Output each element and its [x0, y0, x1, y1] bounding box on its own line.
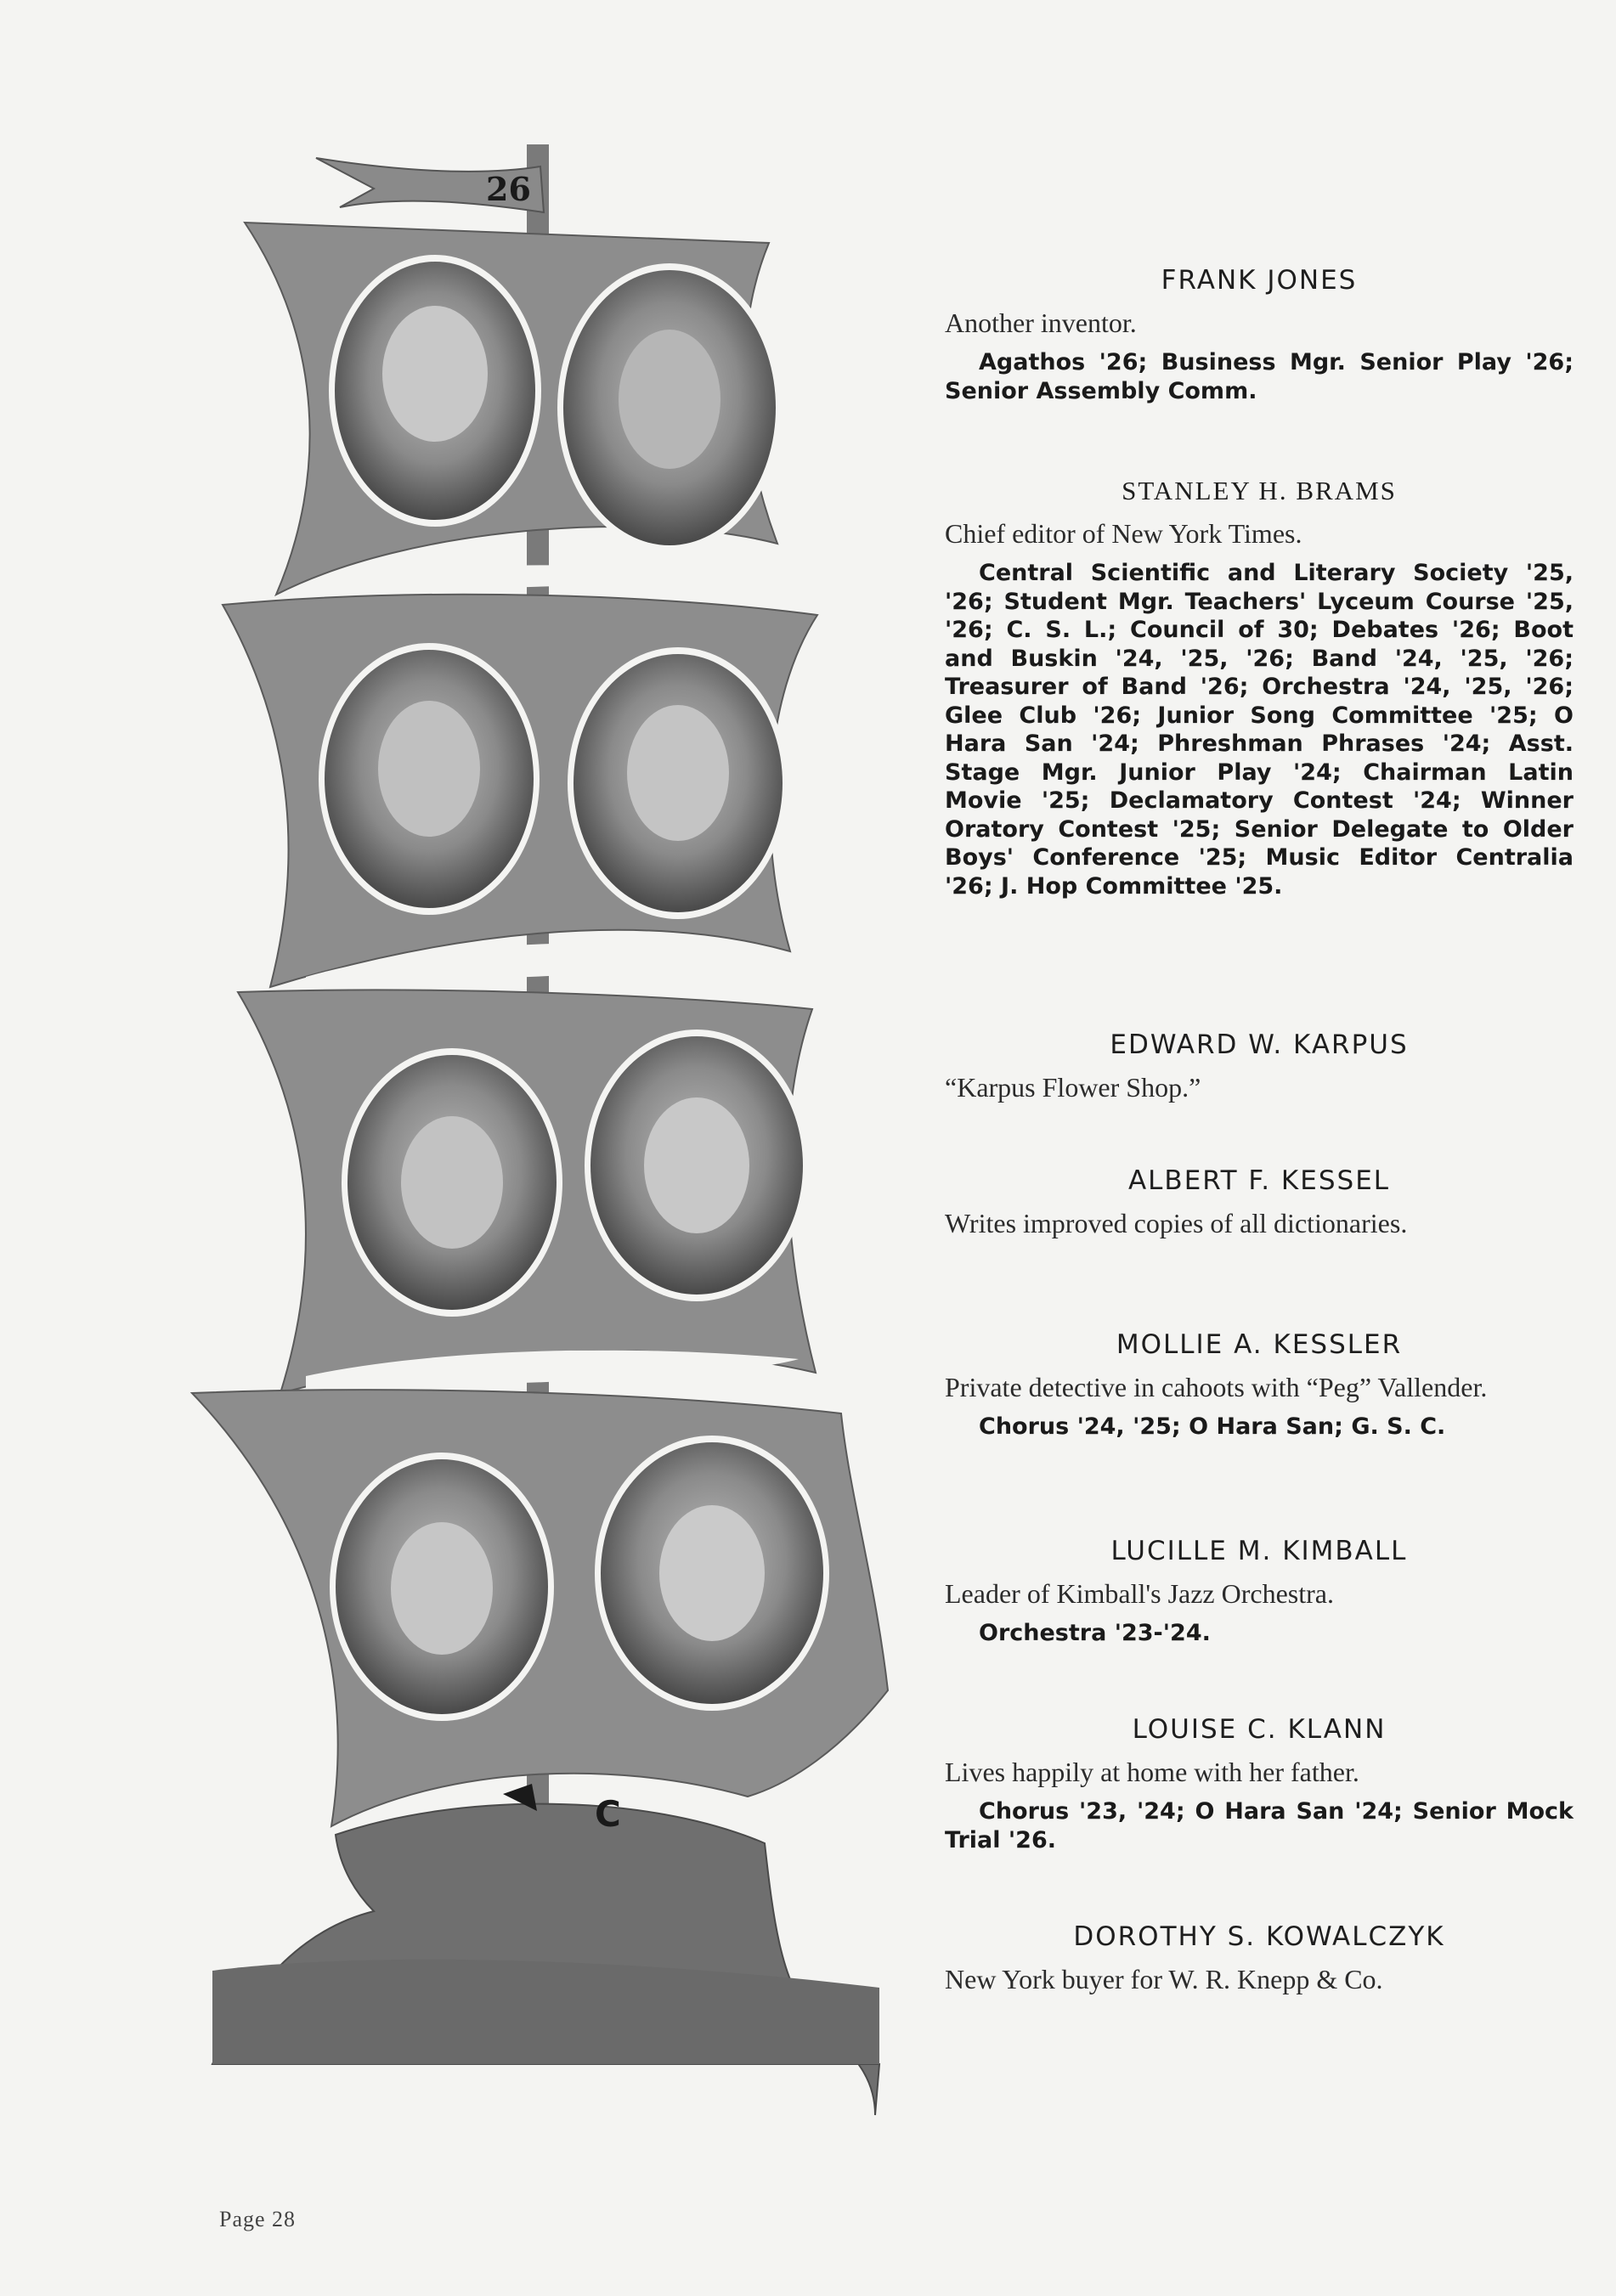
entry-remark: Lives happily at home with her father. — [945, 1757, 1359, 1787]
hull-letter: C — [595, 1793, 621, 1835]
ship-hull — [212, 1804, 879, 2115]
entry-dorothy-kowalczyk — [945, 1921, 1574, 1994]
portrait-edward-karpus — [319, 643, 540, 915]
entry-remark: Another inventor. — [945, 307, 1137, 338]
portrait-lucille-kimball — [585, 1030, 809, 1301]
entry-remark: Private detective in cahoots with “Peg” Vallender. — [945, 1372, 1488, 1402]
portrait-stanley-brams — [557, 263, 782, 552]
portrait-albert-kessel — [568, 647, 788, 919]
portrait-mollie-kessler — [342, 1048, 562, 1317]
entry-remark: Writes improved copies of all dictionaries. — [945, 1208, 1408, 1238]
entry-name: LOUISE C. KLANN — [1132, 1714, 1387, 1745]
entry-activities: Central Scientific and Literary Society '25, '26; Student Mgr. Teachers' Lyceum Course '25, '26; C. S. L.; Council of 30; Debates '26; Boot and Buskin '24, '25, '26; Band '24, '25, '26; Treasurer of Band '26; Orchestra '24, '25, '26; Glee Club '26; Junior Song Committee '25; O Hara San '24; Phreshman Phrases '24; Asst. Stage Mgr. Junior Play '24; Chairman Latin Movie '25; Declamatory Contest '24; Winner Oratory Contest '25; Senior Delegate to Older Boys' Conference '25; Music Editor Centralia '26; J. Hop Committee '25. — [945, 560, 1574, 900]
entry-remark: Leader of Kimball's Jazz Orchestra. — [945, 1578, 1334, 1609]
entry-name: LUCILLE M. KIMBALL — [1110, 1536, 1408, 1566]
pennant-number: 26 — [486, 170, 531, 208]
entry-louise-klann — [945, 1714, 1574, 1854]
entry-albert-kessel — [945, 1165, 1574, 1238]
portrait-frank-jones — [329, 255, 541, 527]
entry-activities: Chorus '23, '24; O Hara San '24; Senior Mock Trial '26. — [945, 1798, 1574, 1853]
entry-stanley-brams — [945, 476, 1574, 900]
entry-name: ALBERT F. KESSEL — [1127, 1165, 1391, 1196]
entry-activities: Chorus '24, '25; O Hara San; G. S. C. — [979, 1413, 1446, 1440]
entry-activities: Orchestra '23-'24. — [979, 1620, 1211, 1646]
senior-entries — [945, 0, 1574, 2296]
entry-remark: New York buyer for W. R. Knepp & Co. — [945, 1964, 1383, 1994]
entry-edward-karpus — [945, 1030, 1574, 1103]
entry-name: DOROTHY S. KOWALCZYK — [1073, 1921, 1445, 1952]
portrait-louise-klann — [330, 1453, 554, 1721]
entry-name: MOLLIE A. KESSLER — [1116, 1329, 1403, 1360]
entry-name: STANLEY H. BRAMS — [1122, 476, 1397, 505]
entry-name: FRANK JONES — [1161, 265, 1358, 296]
entry-lucille-kimball — [945, 1536, 1574, 1648]
entry-mollie-kessler — [945, 1329, 1574, 1441]
entry-remark: Chief editor of New York Times. — [945, 518, 1302, 549]
entry-name: EDWARD W. KARPUS — [1110, 1030, 1409, 1060]
portrait-dorothy-kowalczyk — [595, 1436, 829, 1711]
entry-activities: Agathos '26; Business Mgr. Senior Play '26; Senior Assembly Comm. — [945, 349, 1574, 404]
entry-frank-jones — [945, 265, 1574, 405]
entry-remark: “Karpus Flower Shop.” — [945, 1072, 1201, 1103]
page-number: Page 28 — [219, 2207, 297, 2231]
